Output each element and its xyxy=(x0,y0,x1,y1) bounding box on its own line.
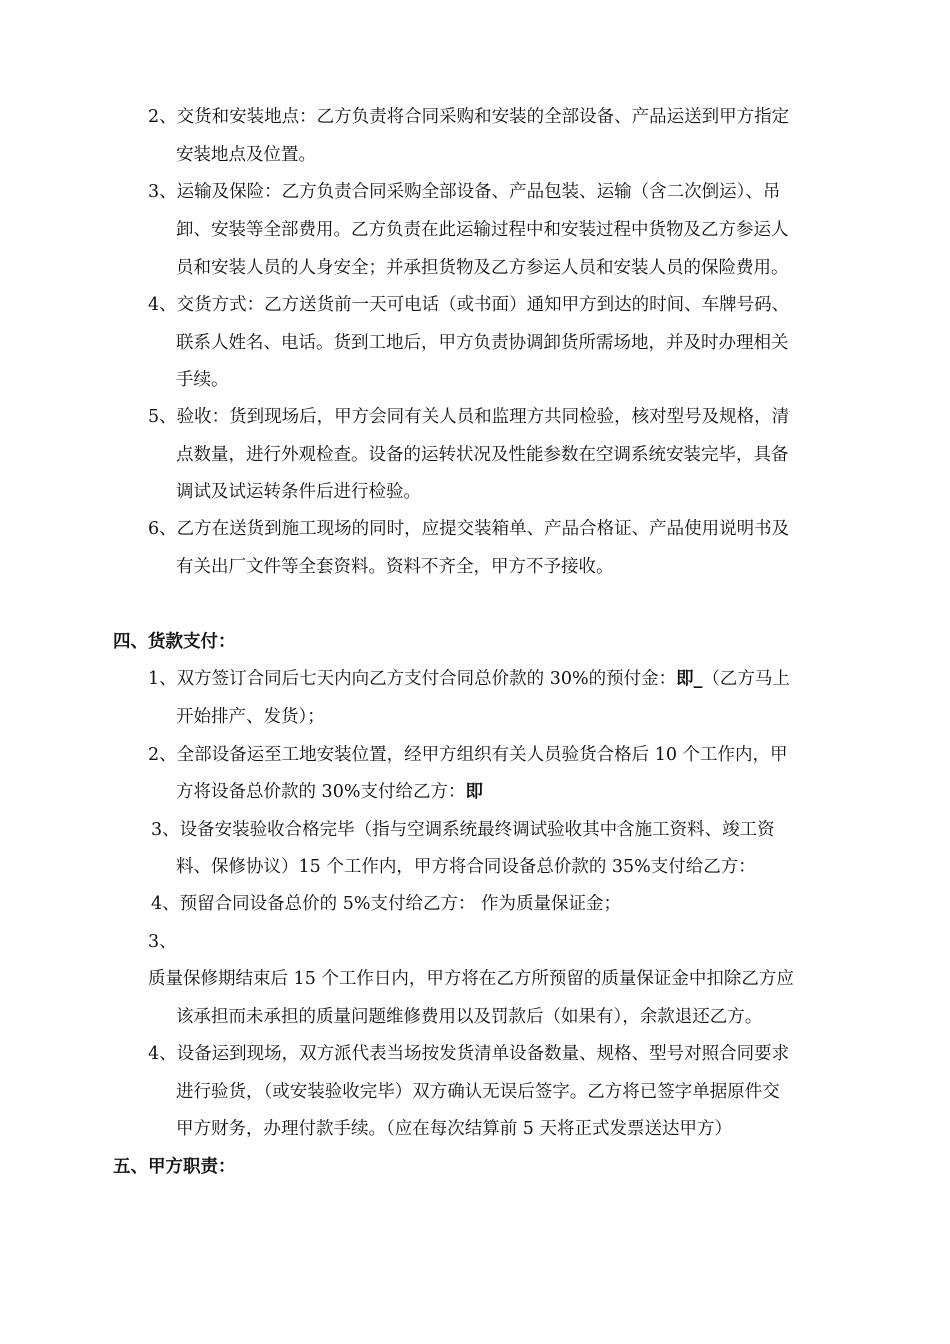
payment-item-2-line-1: 2、全部设备运至工地安装位置，经甲方组织有关人员验货合格后 10 个工作内，甲 xyxy=(148,745,788,765)
payment-item-1-prefix: 1、双方签订合同后七天内向乙方支付合同总价款的 30%的预付金： xyxy=(148,669,677,689)
documents-line-2: 有关出厂文件等全套资料。资料不齐全，甲方不予接收。 xyxy=(176,557,614,577)
transport-insurance-line-2: 卸、安装等全部费用。乙方负责在此运输过程中和安装过程中货物及乙方参运人 xyxy=(176,220,789,240)
payment-item-4b-line-2: 进行验货，（或安装验收完毕）双方确认无误后签字。乙方将已签字单据原件交 xyxy=(176,1082,780,1102)
section-heading-payment: 四、货款支付： xyxy=(113,632,236,652)
inspection-line-3: 调试及试运转条件后进行检验。 xyxy=(176,482,421,502)
payment-item-1-suffix: （乙方马上 xyxy=(702,669,790,689)
payment-item-3b-label: 3、 xyxy=(148,932,177,952)
payment-item-3b-line-2: 该承担而未承担的质量问题维修费用以及罚款后（如果有），余款退还乙方。 xyxy=(176,1007,763,1027)
payment-item-4b-line-1: 4、设备运到现场，双方派代表当场按发货清单设备数量、规格、型号对照合同要求 xyxy=(148,1044,790,1064)
documents-line-1: 6、乙方在送货到施工现场的同时，应提交装箱单、产品合格证、产品使用说明书及 xyxy=(148,519,790,539)
delivery-method-line-1: 4、交货方式：乙方送货前一天可电话（或书面）通知甲方到达的时间、车牌号码、 xyxy=(148,295,790,315)
delivery-method-line-3: 手续。 xyxy=(176,370,229,390)
payment-item-3-line-2: 料、保修协议）15 个工作内，甲方将合同设备总价款的 35%支付给乙方： xyxy=(176,857,756,877)
transport-insurance-line-1: 3、运输及保险：乙方负责合同采购全部设备、产品包装、运输（含二次倒运）、吊 xyxy=(148,182,781,202)
payment-item-3-line-1: 3、设备安装验收合格完毕（指与空调系统最终调试验收其中含施工资料、竣工资 xyxy=(151,820,775,840)
payment-item-1-bold: 即_ xyxy=(676,669,703,689)
payment-item-3b-line-1: 质量保修期结束后 15 个工作日内，甲方将在乙方所预留的质量保证金中扣除乙方应 xyxy=(148,969,794,989)
section-heading-party-a-duties: 五、甲方职责： xyxy=(113,1157,236,1177)
inspection-line-1: 5、验收：货到现场后，甲方会同有关人员和监理方共同检验，核对型号及规格，清 xyxy=(148,407,790,427)
delivery-location-line-1: 2、交货和安装地点：乙方负责将合同采购和安装的全部设备、产品运送到甲方指定 xyxy=(148,107,790,127)
payment-item-4-line-1: 4、预留合同设备总价的 5%支付给乙方： 作为质量保证金； xyxy=(151,894,622,914)
payment-item-2-line-2 xyxy=(176,780,483,804)
inspection-line-2: 点数量，进行外观检查。设备的运转状况及性能参数在空调系统安装完毕，具备 xyxy=(176,445,789,465)
transport-insurance-line-3: 员和安装人员的人身安全；并承担货物及乙方参运人员和安装人员的保险费用。 xyxy=(176,258,789,278)
payment-item-4b-line-3: 甲方财务，办理付款手续。（应在每次结算前 5 天将正式发票送达甲方） xyxy=(176,1119,733,1139)
payment-item-2-bold: 即 xyxy=(465,782,483,802)
payment-item-1-line-2: 开始排产、发货）； xyxy=(176,707,325,727)
payment-item-1-line-1 xyxy=(148,667,790,691)
delivery-method-line-2: 联系人姓名、电话。货到工地后，甲方负责协调卸货所需场地，并及时办理相关 xyxy=(176,333,789,353)
payment-item-2-prefix: 方将设备总价款的 30%支付给乙方： xyxy=(176,782,466,802)
delivery-location-line-2: 安装地点及位置。 xyxy=(176,145,316,165)
